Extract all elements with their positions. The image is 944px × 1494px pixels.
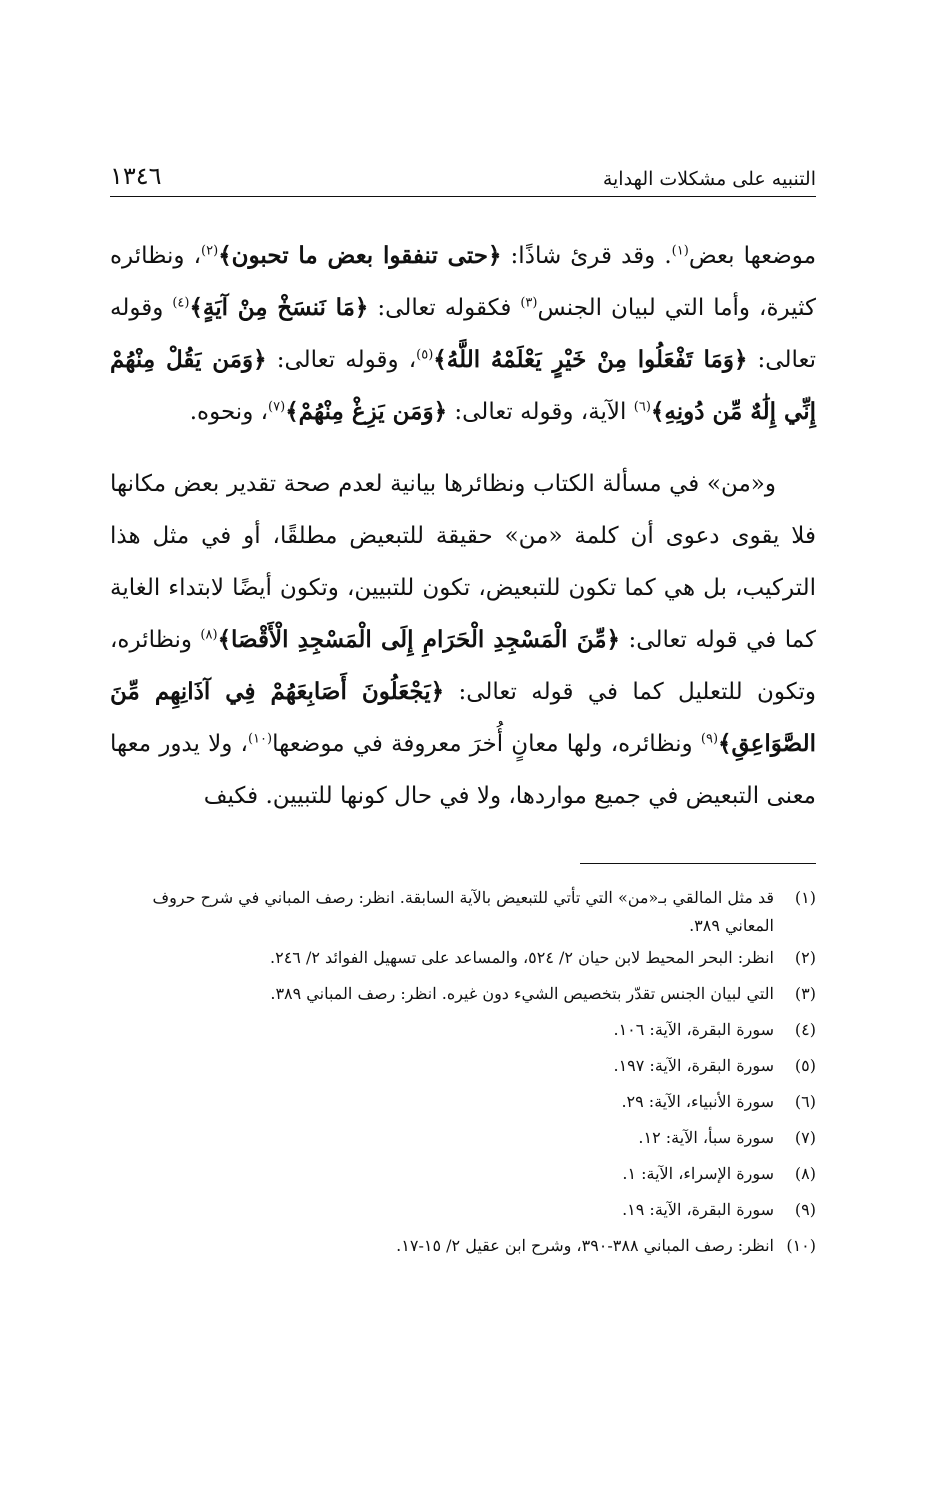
footnote-number: (٤) — [794, 1020, 816, 1039]
footnote-number: (١٠) — [786, 1236, 816, 1255]
quran-quote: ﴿مَا نَنسَخْ مِنْ آيَةٍ﴾ — [189, 294, 369, 321]
text-run: و«من» في مسألة الكتاب ونظائرها بيانية لعدم صحة تقدير بعض مكانها فلا يقوى دعوى أن كلمة «من» حقيقة للتبعيض مطلقًا، أو في مثل هذا التركيب، بل هي كما تكون للتبعيض، تكون للتبيين، وتكون أيضًا لابتداء الغاية كما في قوله تعالى: — [110, 471, 817, 653]
footnote-number: (٣) — [794, 984, 816, 1003]
footnote-number: (٨) — [794, 1164, 816, 1183]
footnote — [110, 1084, 816, 1120]
text-run: ، وقوله تعالى: — [266, 347, 417, 373]
footnote-text: قد مثل المالقي بـ«من» التي تأتي للتبعيض بالآية السابقة. انظر: رصف المباني في شرح حروف المعاني ٣٨٩. — [152, 888, 774, 935]
footnote-text: التي لبيان الجنس تقدّر بتخصيص الشيء دون غيره. انظر: رصف المباني ٣٨٩. — [270, 984, 774, 1003]
footnote-text: سورة الإسراء، الآية: ١. — [622, 1164, 774, 1183]
text-run: ونظائره، وتكون للتعليل كما في قوله تعالى: — [110, 627, 816, 705]
footnote-ref: (٨) — [200, 627, 218, 643]
footnote-ref: (٢) — [201, 243, 219, 259]
text-run: ونظائره، ولها معانٍ أُخرَ معروفة في موضعها — [272, 731, 701, 757]
footnote-text: سورة الأنبياء، الآية: ٢٩. — [621, 1092, 774, 1111]
quran-quote: ﴿وَمَن يَزِغْ مِنْهُمْ﴾ — [285, 398, 448, 425]
footnote — [110, 880, 816, 940]
footnote — [110, 1120, 816, 1156]
quran-quote: ﴿يَجْعَلُونَ أَصَابِعَهُمْ فِي آذَانِهِم مِّنَ الصَّوَاعِقِ﴾ — [110, 678, 817, 757]
footnote-number: (٢) — [794, 948, 816, 967]
quran-quote: ﴿وَمَن يَقُلْ مِنْهُمْ إِنِّي إِلَٰهٌ مِّن دُونِهِ﴾ — [110, 346, 816, 425]
footnote-text: سورة سبأ، الآية: ١٢. — [638, 1128, 774, 1147]
footnote — [110, 1228, 816, 1264]
footnote-number: (٧) — [794, 1128, 816, 1147]
footnote-text: سورة البقرة، الآية: ١٩٧. — [613, 1056, 774, 1075]
main-text — [110, 230, 816, 822]
footnote — [110, 940, 816, 976]
footnote-text: انظر: رصف المباني ٣٨٨-٣٩٠، وشرح ابن عقيل ٢/ ١٥-١٧. — [396, 1236, 774, 1255]
text-run: موضعها بعض — [688, 243, 817, 269]
footnote-ref: (٧) — [268, 399, 286, 415]
footnote-ref: (٦) — [633, 399, 651, 415]
text-run: وقوله تعالى: — [110, 295, 816, 373]
text-run: . وقد قرئ شاذًا: — [501, 243, 672, 269]
quran-quote: ﴿حتى تنفقوا بعض ما تحبون﴾ — [218, 242, 502, 269]
footnote-separator — [580, 863, 816, 864]
footnote — [110, 976, 816, 1012]
footnote-ref: (٤) — [172, 295, 190, 311]
text-run: الآية، وقوله تعالى: — [447, 399, 634, 425]
text-run: ، ونظائره كثيرة، وأما التي لبيان الجنس — [110, 243, 817, 321]
footnote — [110, 1156, 816, 1192]
footnote — [110, 1012, 816, 1048]
footnote-text: سورة البقرة، الآية: ١٠٦. — [613, 1020, 774, 1039]
text-run: ، ونحوه. — [189, 399, 269, 425]
footnote-number: (٦) — [794, 1092, 816, 1111]
quran-quote: ﴿وَمَا تَفْعَلُوا مِنْ خَيْرٍ يَعْلَمْهُ اللَّهُ﴾ — [433, 346, 748, 373]
footnote-number: (١) — [794, 888, 816, 907]
footnote-ref: (٣) — [520, 295, 538, 311]
paragraph-2 — [110, 458, 816, 822]
footnote-ref: (٥) — [416, 347, 434, 363]
quran-quote: ﴿مِّنَ الْمَسْجِدِ الْحَرَامِ إِلَى الْمَسْجِدِ الْأَقْصَا﴾ — [217, 626, 621, 653]
footnote-text: انظر: البحر المحيط لابن حيان ٢/ ٥٢٤، والمساعد على تسهيل الفوائد ٢/ ٢٤٦. — [270, 948, 774, 967]
footnote-ref: (١) — [671, 243, 689, 259]
footnote-number: (٥) — [794, 1056, 816, 1075]
footnotes — [110, 880, 816, 1264]
footnote — [110, 1192, 816, 1228]
footnote-ref: (١٠) — [247, 731, 273, 747]
page-header — [110, 150, 816, 197]
footnote-number: (٩) — [794, 1200, 816, 1219]
footnote-text: سورة البقرة، الآية: ١٩. — [622, 1200, 774, 1219]
page-number: ١٣٤٦ — [110, 162, 162, 190]
text-run: ، ولا يدور معها معنى التبعيض في جميع مواردها، ولا في حال كونها للتبيين. فكيف — [110, 731, 816, 809]
footnote-ref: (٩) — [700, 731, 719, 747]
footnote — [110, 1048, 816, 1084]
text-run: فكقوله تعالى: — [368, 295, 521, 321]
paragraph-1 — [110, 230, 816, 438]
running-title: التنبيه على مشكلات الهداية — [602, 168, 816, 190]
